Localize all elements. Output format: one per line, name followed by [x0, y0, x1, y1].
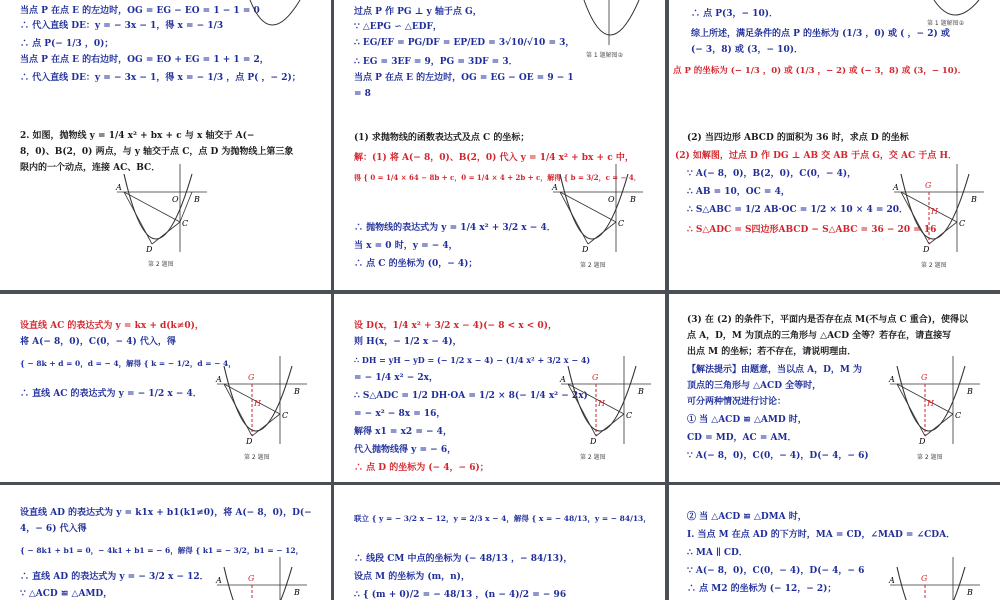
svg-text:C: C [955, 411, 962, 420]
svg-text:D: D [923, 245, 930, 254]
text-line: 点 A，D，M 为顶点的三角形与 △ACD 全等？若存在，请直接写 [687, 331, 952, 341]
text-line: ∴ 抛物线的表达式为 y = 1/4 x² + 3/2 x − 4． [354, 223, 556, 233]
figure-caption: 第 1 题解图② [586, 52, 624, 59]
slide-10 [0, 485, 331, 600]
slide-4 [0, 102, 331, 290]
text-line: CD = MD，AC = AM． [687, 433, 797, 443]
text-line: 当点 P 在点 E 的右边时，OG = EO + EG = 1 + 1 = 2， [20, 55, 269, 65]
text-line: ∴ AB = 10，OC = 4， [687, 187, 790, 197]
text-line: ∴ MA ∥ CD． [687, 548, 748, 558]
svg-text:G: G [248, 574, 255, 583]
figure-caption: 第 2 题图 [580, 262, 606, 269]
parabola-figure [924, 0, 994, 20]
text-line: 设 D(x，1/4 x² + 3/2 x − 4)(− 8 < x < 0)， [354, 321, 557, 331]
text-line: ∴ 点 C 的坐标为 (0，− 4)； [354, 259, 478, 269]
figure-caption: 第 2 题图 [580, 454, 606, 461]
figure-caption: 第 2 题图 [244, 454, 270, 461]
figure-caption: 第 2 题图 [148, 261, 174, 268]
text-line: Ⅰ. 当点 M 在点 AD 的下方时，MA = CD，∠MAD = ∠CDA． [687, 530, 956, 540]
figure-caption: 第 2 题图 [921, 262, 947, 269]
parabola-figure [212, 356, 312, 446]
text-line: ∵ △EPG ∽ △EDF， [354, 22, 442, 32]
text-line: 则 H(x，− 1/2 x − 4)， [354, 337, 462, 347]
svg-text:A: A [889, 576, 895, 585]
text-line: ∴ S△ABC = 1/2 AB·OC = 1/2 × 10 × 4 = 20． [687, 205, 909, 215]
svg-text:B: B [967, 387, 973, 396]
svg-text:C: C [959, 219, 966, 228]
svg-text:G: G [921, 373, 928, 382]
text-line: 限内的一个动点，连接 AC、BC． [20, 163, 161, 173]
parabola-figure [889, 164, 989, 254]
text-line: (2) 如解图，过点 D 作 DG ⊥ AB 交 AB 于点 G，交 AC 于点 H． [675, 151, 957, 161]
slide-5 [334, 102, 665, 290]
svg-text:A: A [116, 183, 122, 192]
slide-7 [0, 294, 331, 482]
text-line: (− 3，8) 或 (3，− 10)． [691, 45, 803, 55]
svg-text:B: B [638, 387, 644, 396]
svg-text:H: H [254, 399, 261, 408]
svg-text:A: A [889, 375, 895, 384]
text-line: (1) 求抛物线的函数表达式及点 C 的坐标； [354, 133, 530, 143]
text-line: ② 当 △ACD ≌ △DMA 时， [687, 512, 807, 522]
svg-text:O: O [608, 195, 615, 204]
text-line: 出点 M 的坐标；若不存在，请说明理由． [687, 347, 857, 357]
text-line: ∴ EG = 3EF = 9，PG = 3DF = 3． [354, 57, 518, 67]
slide-8 [334, 294, 665, 482]
svg-text:C: C [182, 219, 189, 228]
text-line: 2. 如图，抛物线 y = 1/4 x² + bx + c 与 x 轴交于 A(− [20, 131, 255, 141]
figure-caption: 第 2 题图 [917, 454, 943, 461]
text-line: ∴ 直线 AC 的表达式为 y = − 1/2 x − 4． [20, 389, 202, 399]
parabola-figure [574, 0, 654, 50]
text-line: = 8 [354, 89, 371, 99]
text-line: { − 8k1 + b1 = 0，− 4k1 + b1 = − 6，解得 { k1 = − 3/2，b1 = − 12， [20, 546, 304, 555]
answer-line: 点 P 的坐标为 (− 1/3 ，0) 或 (1/3 ，− 2) 或 (− 3，8) 或 (3，− 10)． [673, 66, 967, 76]
text-line: ∵ △ACD ≌ △AMD， [20, 589, 113, 599]
parabola-figure [885, 356, 985, 446]
svg-text:H: H [598, 399, 605, 408]
slide-9 [669, 294, 1000, 482]
text-line: ∴ 点 P(3，− 10)． [691, 9, 779, 19]
text-line: ∵ A(− 8，0)，C(0，− 4)，D(− 4，− 6) [687, 451, 869, 461]
svg-text:D: D [146, 245, 153, 254]
text-line: 解得 x1 = x2 = − 4， [354, 427, 452, 437]
text-line: ∴ { (m + 0)/2 = − 48/13 ，(n − 4)/2 = − 96 [354, 590, 567, 600]
parabola-figure [112, 164, 212, 254]
svg-text:O: O [172, 195, 179, 204]
svg-text:C: C [282, 411, 289, 420]
text-line: 将 A(− 8，0)，C(0，− 4) 代入，得 [20, 337, 176, 347]
svg-text:B: B [294, 588, 300, 597]
text-line: 设点 M 的坐标为 (m，n)， [354, 572, 470, 582]
svg-text:B: B [967, 588, 973, 597]
text-line: ∴ 点 D 的坐标为 (− 4，− 6)； [354, 463, 489, 473]
svg-text:B: B [971, 195, 977, 204]
text-line: 当点 P 在点 E 的左边时，OG = EG − EO = 1 − 1 = 0 [20, 6, 260, 16]
text-line: ∴ 线段 CM 中点的坐标为 (− 48/13 ，− 84/13)， [354, 554, 573, 564]
text-line: = − x² − 8x = 16， [354, 409, 446, 419]
svg-text:A: A [216, 375, 222, 384]
svg-text:D: D [246, 437, 253, 446]
svg-text:G: G [925, 181, 932, 190]
svg-text:H: H [931, 207, 938, 216]
text-line: 设直线 AC 的表达式为 y = kx + d(k≠0)， [20, 321, 204, 331]
svg-text:C: C [618, 219, 625, 228]
text-line: = − 1/4 x² − 2x， [354, 373, 439, 383]
slide-11 [334, 485, 665, 600]
svg-text:A: A [552, 183, 558, 192]
text-line: 当 x = 0 时，y = − 4， [354, 241, 458, 251]
parabola-figure [556, 356, 656, 446]
figure-caption: 第 1 题解图② [927, 20, 965, 27]
text-line: 代入抛物线得 y = − 6， [354, 445, 457, 455]
text-line: ∴ DH = yH − yD = (− 1/2 x − 4) − (1/4 x² + 3/2 x − 4) [354, 355, 591, 365]
text-line: 联立 { y = − 3/2 x − 12，y = 2/3 x − 4，解得 { x = − 48/13，y = − 84/13， [354, 514, 651, 523]
svg-text:A: A [216, 576, 222, 585]
svg-text:G: G [248, 373, 255, 382]
svg-text:C: C [626, 411, 633, 420]
svg-text:A: A [893, 183, 899, 192]
text-line: ∴ S△ADC = S四边形ABCD − S△ABC = 36 − 20 = 16 [687, 225, 937, 235]
text-line: (2) 当四边形 ABCD 的面积为 36 时，求点 D 的坐标 [687, 133, 909, 143]
text-line: 8，0)、B(2，0) 两点，与 y 轴交于点 C，点 D 为抛物线上第三象 [20, 147, 294, 157]
svg-text:D: D [919, 437, 926, 446]
text-line: 解：(1) 将 A(− 8，0)、B(2，0) 代入 y = 1/4 x² + bx + c 中， [354, 153, 634, 163]
text-line: ∴ 代入直线 DE：y = − 3x − 1，得 x = − 1/3 ，点 P( ，− 2)； [20, 73, 301, 83]
parabola-figure [548, 164, 648, 254]
text-line: 4，− 6) 代入得 [20, 524, 87, 534]
svg-text:D: D [590, 437, 597, 446]
text-line: ① 当 △ACD ≌ △AMD 时， [687, 415, 807, 425]
text-line: { − 8k + d = 0，d = − 4，解得 { k = − 1/2，d = − 4， [20, 359, 236, 368]
text-line: (3) 在 (2) 的条件下，平面内是否存在点 M(不与点 C 重合)，使得以 [687, 315, 969, 325]
svg-text:G: G [921, 574, 928, 583]
svg-text:B: B [294, 387, 300, 396]
svg-text:B: B [194, 195, 200, 204]
text-line: 顶点的三角形与 △ACD 全等时， [687, 381, 822, 391]
text-line: 可分两种情况进行讨论： [687, 397, 787, 407]
text-line: ∴ 点 P(− 1/3 ，0)； [20, 39, 114, 49]
parabola-figure [885, 557, 985, 600]
text-line: ∴ 代入直线 DE：y = − 3x − 1，得 x = − 1/3 [20, 21, 224, 31]
slide-12 [669, 485, 1000, 600]
text-line: ∵ A(− 8，0)，C(0，− 4)，D(− 4，− 6 [687, 566, 865, 576]
svg-text:B: B [630, 195, 636, 204]
slide-6 [669, 102, 1000, 290]
text-line: 【解法提示】由题意，当以点 A，D，M 为 [687, 365, 863, 375]
parabola-figure [240, 0, 310, 30]
text-line: ∵ A(− 8，0)，B(2，0)，C(0，− 4)， [687, 169, 857, 179]
text-line: 过点 P 作 PG ⊥ y 轴于点 G， [354, 7, 482, 17]
svg-text:A: A [560, 375, 566, 384]
text-line: ∴ 直线 AD 的表达式为 y = − 3/2 x − 12． [20, 572, 209, 582]
svg-text:D: D [582, 245, 589, 254]
parabola-figure [212, 557, 312, 600]
svg-text:G: G [592, 373, 599, 382]
text-line: 得 { 0 = 1/4 × 64 − 8b + c，0 = 1/4 × 4 + 2b + c，解得 { b = 3/2，c = − 4． [354, 173, 641, 182]
svg-text:H: H [927, 399, 934, 408]
text-line: ∴ EG/EF = PG/DF = EP/ED = 3√10/√10 = 3， [354, 38, 575, 48]
text-line: ∴ S△ADC = 1/2 DH·OA = 1/2 × 8(− 1/4 x² − 2x) [354, 391, 588, 401]
text-line: ∴ 点 M2 的坐标为 (− 12，− 2)； [687, 584, 837, 594]
text-line: 设直线 AD 的表达式为 y = k1x + b1(k1≠0)，将 A(− 8，0)，D(− [20, 508, 312, 518]
text-line: 综上所述，满足条件的点 P 的坐标为 (1/3 ，0) 或 ( ，− 2) 或 [691, 29, 950, 39]
text-line: 当点 P 在点 E 的左边时，OG = EG − OE = 9 − 1 [354, 73, 574, 83]
